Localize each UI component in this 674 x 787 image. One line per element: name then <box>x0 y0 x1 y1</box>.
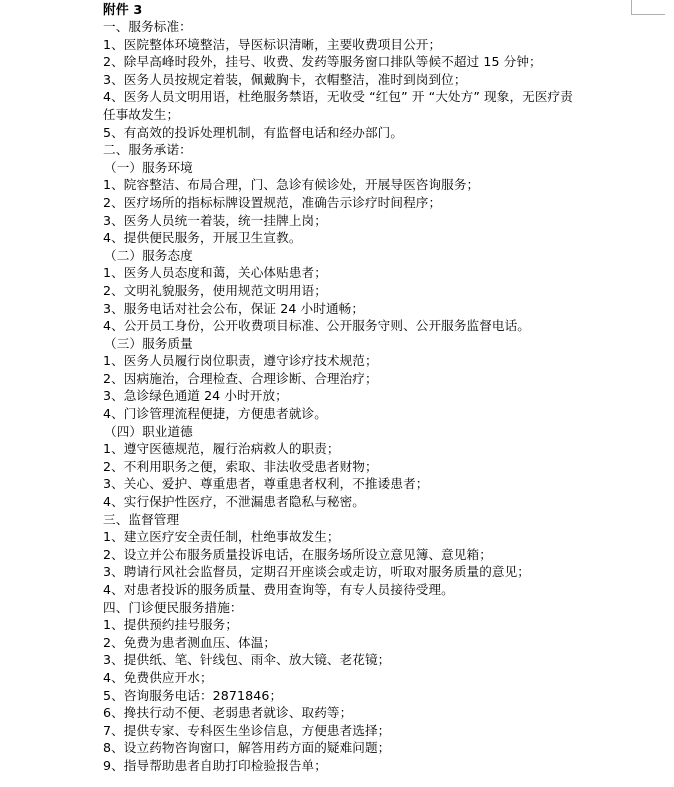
subsection-heading: （四）职业道德 <box>104 423 193 439</box>
list-item: 1、提供预约挂号服务； <box>103 617 239 633</box>
list-item: 4、公开员工身份，公开收费项目标准、公开服务守则、公开服务监督电话。 <box>103 318 531 334</box>
list-item: 2、因病施治，合理检查、合理诊断、合理治疗； <box>103 370 378 386</box>
list-item: 1、院容整洁、布局合理，门、急诊有候诊处，开展导医咨询服务； <box>103 177 480 193</box>
list-item: 2、不利用职务之便，索取、非法收受患者财物； <box>103 458 378 474</box>
list-item: 4、免费供应开水； <box>103 669 213 685</box>
list-item: 5、咨询服务电话：2871846； <box>103 687 283 703</box>
list-item: 2、设立并公布服务质量投诉电话，在服务场所设立意见簿、意见箱； <box>103 546 492 562</box>
list-item: 5、有高效的投诉处理机制，有监督电话和经办部门。 <box>103 124 404 140</box>
list-item: 4、实行保护性医疗，不泄漏患者隐私与秘密。 <box>103 494 365 510</box>
section-heading: 一、服务标准： <box>103 19 192 34</box>
subsection-heading: （三）服务质量 <box>104 335 193 351</box>
list-item: 3、提供纸、笔、针线包、雨伞、放大镜、老花镜； <box>103 652 391 668</box>
list-item: 2、文明礼貌服务，使用规范文明用语； <box>103 282 327 298</box>
list-item: 3、关心、爱护、尊重患者，尊重患者权利，不推诿患者； <box>103 476 429 492</box>
list-item: 2、医疗场所的指标标牌设置规范，准确告示诊疗时间程序； <box>103 194 442 210</box>
list-item: 3、聘请行风社会监督员，定期召开座谈会或走访，听取对服务质量的意见； <box>103 564 531 580</box>
list-item: 3、服务电话对社会公布，保证 24 小时通畅； <box>103 300 365 316</box>
list-item: 9、指导帮助患者自助打印检验报告单； <box>103 757 327 773</box>
list-item: 3、医务人员按规定着装，佩戴胸卡，衣帽整洁，准时到岗到位； <box>103 71 467 87</box>
list-item: 1、遵守医德规范，履行治病救人的职责； <box>103 441 340 457</box>
list-item: 1、建立医疗安全责任制，杜绝事故发生； <box>103 529 340 545</box>
list-item: 4、对患者投诉的服务质量、费用查询等，有专人员接待受理。 <box>103 582 454 597</box>
list-item: 6、搀扶行动不便、老弱患者就诊、取药等； <box>103 705 353 721</box>
list-item: 8、设立药物咨询窗口，解答用药方面的疑难问题； <box>103 740 391 756</box>
list-item: 2、除早高峰时段外，挂号、收费、发药等服务窗口排队等候不超过 15 分钟； <box>103 54 542 70</box>
section-heading: 二、服务承诺： <box>103 142 192 158</box>
section-heading: 四、门诊便民服务措施： <box>103 599 243 615</box>
list-item: 1、医院整体环境整洁，导医标识清晰，主要收费项目公开； <box>103 36 442 52</box>
section-heading: 三、监督管理 <box>103 511 180 527</box>
list-item: 4、提供便民服务，开展卫生宣教。 <box>103 230 302 246</box>
list-item: 3、医务人员统一着装，统一挂牌上岗； <box>103 212 327 228</box>
list-item: 2、免费为患者测血压、体温； <box>103 634 277 650</box>
list-item: 3、急诊绿色通道 24 小时开放； <box>103 388 288 404</box>
list-item: 1、医务人员态度和蔼，关心体贴患者； <box>103 265 327 281</box>
document-body <box>103 3 663 775</box>
list-item: 7、提供专家、专科医生坐诊信息，方便患者选择； <box>103 722 391 738</box>
list-item: 4、门诊管理流程便捷，方便患者就诊。 <box>103 406 327 422</box>
document-title: 附件 3 <box>103 3 143 18</box>
subsection-heading: （二）服务态度 <box>104 247 193 263</box>
list-item: 1、医务人员履行岗位职责，遵守诊疗技术规范； <box>103 353 378 369</box>
list-item: 4、医务人员文明用语，杜绝服务禁语，无收受 “红包” 开 “大处方” 现象，无医疗责任事故发生； <box>103 89 573 122</box>
subsection-heading: （一）服务环境 <box>104 159 193 175</box>
